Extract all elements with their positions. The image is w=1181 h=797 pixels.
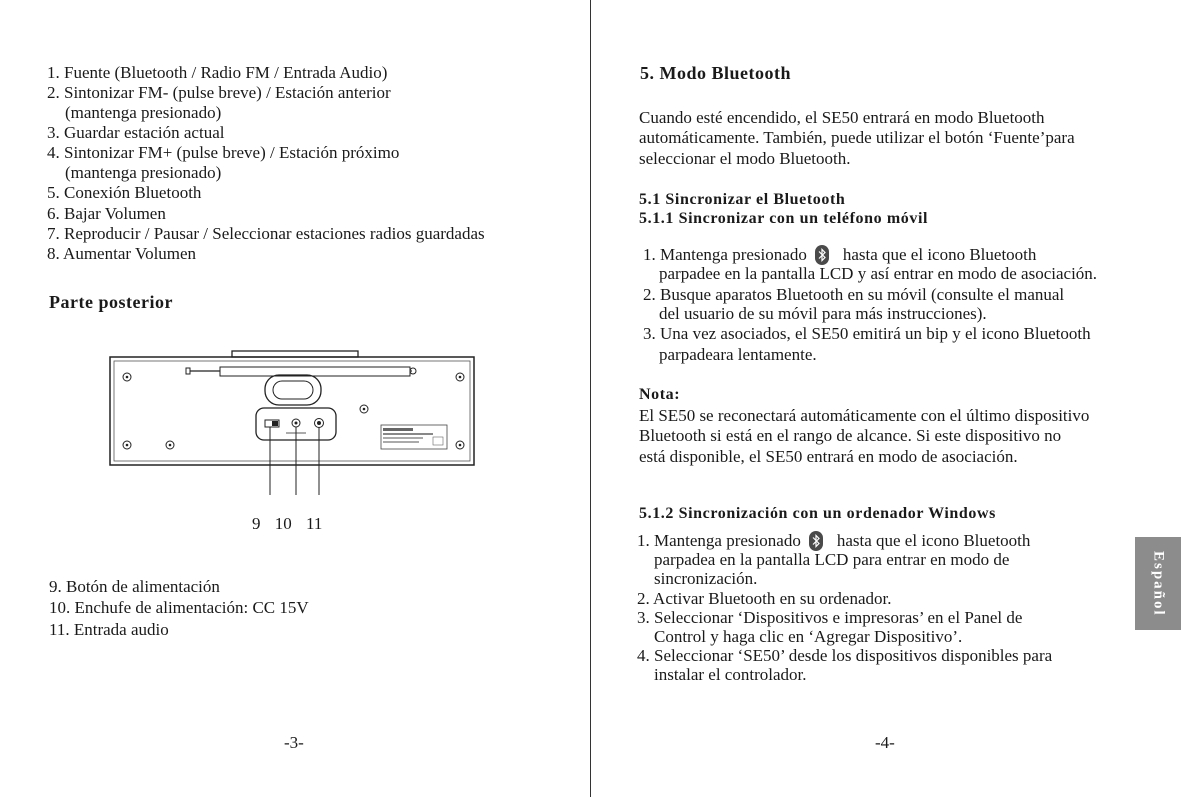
list-item: 3. Seleccionar ‘Dispositivos e impresoras’ en el Panel de bbox=[637, 608, 1023, 627]
paragraph-line: El SE50 se reconectará automáticamente con el último dispositivo bbox=[639, 406, 1090, 425]
list-item: 2. Sintonizar FM- (pulse breve) / Estación anterior bbox=[47, 83, 391, 102]
page-number: -4- bbox=[875, 733, 895, 752]
list-item: 3. Una vez asociados, el SE50 emitirá un bip y el icono Bluetooth bbox=[643, 324, 1091, 343]
language-tab: Español bbox=[1135, 537, 1181, 630]
list-item: 4. Sintonizar FM+ (pulse breve) / Estación próximo bbox=[47, 143, 400, 162]
list-item: (mantenga presionado) bbox=[65, 103, 222, 122]
list-item: 8. Aumentar Volumen bbox=[47, 244, 197, 263]
paragraph-line: seleccionar el modo Bluetooth. bbox=[639, 149, 851, 168]
list-item: parpadeara lentamente. bbox=[659, 345, 817, 364]
list-item: 5. Conexión Bluetooth bbox=[47, 183, 202, 202]
list-item: 1. Mantenga presionado hasta que el icono Bluetooth bbox=[643, 245, 1037, 264]
list-item: sincronización. bbox=[654, 569, 758, 588]
list-item: 2. Busque aparatos Bluetooth en su móvil (consulte el manual bbox=[643, 285, 1065, 304]
figure-labels bbox=[252, 514, 332, 534]
figure-label-11: 11 bbox=[306, 514, 323, 533]
section-heading: Parte posterior bbox=[49, 292, 173, 312]
list-item: 3. Guardar estación actual bbox=[47, 123, 225, 142]
list-item: 1. Fuente (Bluetooth / Radio FM / Entrada Audio) bbox=[47, 63, 388, 82]
list-item: instalar el controlador. bbox=[654, 665, 807, 684]
list-item: 2. Activar Bluetooth en su ordenador. bbox=[637, 589, 892, 608]
figure-label-9: 9 bbox=[252, 514, 261, 533]
figure-label-10: 10 bbox=[274, 514, 292, 533]
list-item: parpadee en la pantalla LCD y así entrar en modo de asociación. bbox=[659, 264, 1098, 283]
list-item: (mantenga presionado) bbox=[65, 163, 222, 182]
bluetooth-icon bbox=[815, 245, 829, 265]
paragraph-line: automáticamente. También, puede utilizar el botón ‘Fuente’para bbox=[639, 128, 1075, 147]
list-item: 4. Seleccionar ‘SE50’ desde los dispositivos disponibles para bbox=[637, 646, 1053, 665]
subsection-heading: 5.1 Sincronizar el Bluetooth bbox=[639, 191, 846, 208]
list-item: 10. Enchufe de alimentación: CC 15V bbox=[49, 598, 309, 617]
page-title: 5. Modo Bluetooth bbox=[640, 63, 792, 83]
subsection-heading: 5.1.2 Sincronización con un ordenador Windows bbox=[639, 505, 996, 522]
left-page bbox=[0, 0, 590, 797]
list-item: 9. Botón de alimentación bbox=[49, 577, 220, 596]
subsection-heading: 5.1.1 Sincronizar con un teléfono móvil bbox=[639, 210, 929, 227]
list-item: del usuario de su móvil para más instrucciones). bbox=[659, 304, 987, 323]
right-page bbox=[591, 0, 1181, 797]
bluetooth-icon bbox=[809, 531, 823, 551]
list-item: 11. Entrada audio bbox=[49, 620, 169, 639]
note-label: Nota: bbox=[639, 386, 681, 403]
paragraph-line: Bluetooth si está en el rango de alcance. Si este dispositivo no bbox=[639, 426, 1062, 445]
list-item: parpadea en la pantalla LCD para entrar en modo de bbox=[654, 550, 1010, 569]
list-item: Control y haga clic en ‘Agregar Dispositivo’. bbox=[654, 627, 963, 646]
page-number: -3- bbox=[284, 733, 304, 752]
paragraph-line: está disponible, el SE50 entrará en modo de asociación. bbox=[639, 447, 1018, 466]
list-item: 7. Reproducir / Pausar / Seleccionar estaciones radios guardadas bbox=[47, 224, 485, 243]
list-item: 1. Mantenga presionado hasta que el icono Bluetooth bbox=[637, 531, 1031, 550]
list-item: 6. Bajar Volumen bbox=[47, 204, 166, 223]
device-rear-illustration bbox=[100, 345, 480, 525]
paragraph-line: Cuando esté encendido, el SE50 entrará en modo Bluetooth bbox=[639, 108, 1045, 127]
